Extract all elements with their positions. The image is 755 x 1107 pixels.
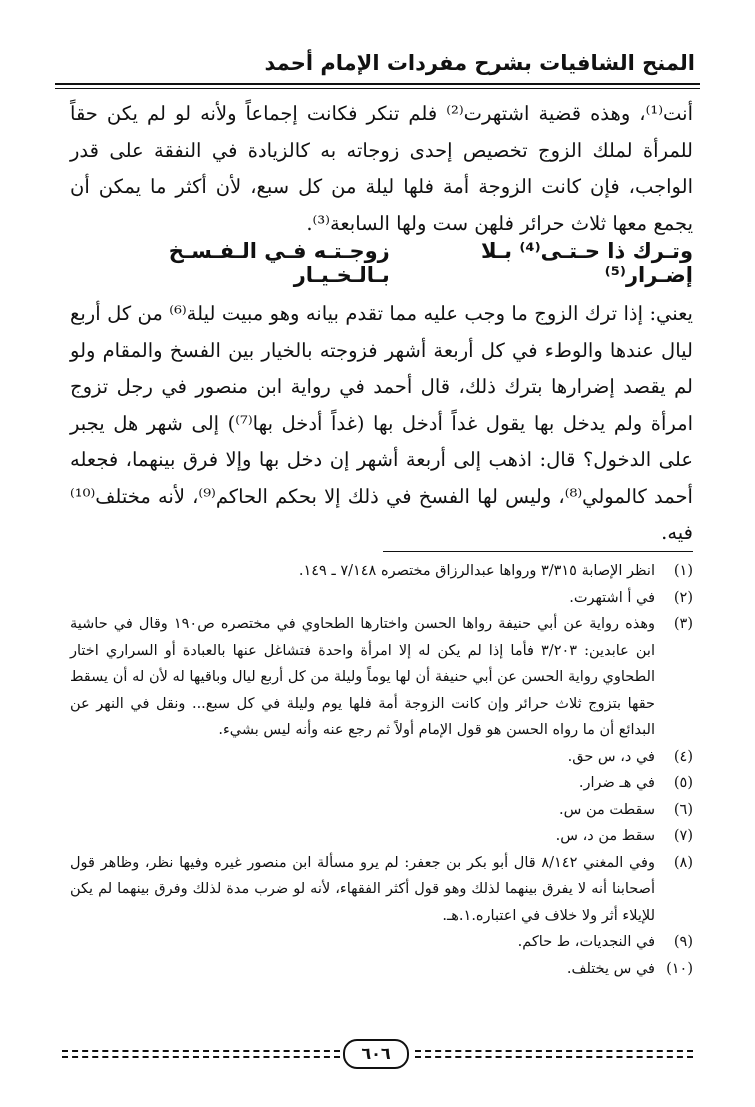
footnote	[70, 956, 693, 983]
running-header: المنح الشافيات بشرح مفردات الإمام أحمد	[264, 51, 695, 75]
body-paragraph-2	[70, 296, 693, 552]
footnote-separator	[383, 551, 693, 552]
footnote-text: وفي المغني ٨/١٤٢ قال أبو بكر بن جعفر: لم يرو مسألة ابن منصور غيره وفيها نظر، وظاهر قول أصحابنا أنه لا يفرق بينهما لذلك وهو قول أكثر الفقهاء، لأنه لو ضرب مدة لذلك وفرق بينهما لم يكن للإيلاء أثر ولا خلاف في اعتباره.١.هـ.	[70, 854, 655, 924]
verse-hemistich-right: وتـرك ذا حـتـى⁽⁴⁾ بـلا إضـرار⁽⁵⁾	[481, 239, 693, 287]
footnote-number: (٥)	[673, 775, 693, 791]
footnote	[70, 558, 693, 585]
header-rule-thin	[55, 88, 700, 89]
footnote	[70, 744, 693, 771]
verse-hemistich-left: زوجـتـه فـي الـفـسـخ بـالـخـيـار	[168, 239, 390, 287]
footnotes	[70, 558, 693, 982]
footnote	[70, 611, 693, 744]
footnote-number: (٦)	[673, 801, 693, 818]
footnote	[70, 585, 693, 612]
page-number: ٦٠٦	[343, 1039, 409, 1069]
paragraph-text: يعني: إذا ترك الزوج ما وجب عليه مما تقدم بيانه وهو مبيت ليلة⁽⁶⁾ من كل أربع ليال عندها والوطء في كل أربعة أشهر فزوجته بالخيار بين الفسخ والمقام ولو لم يقصد إضرارها بترك ذلك، قال أحمد في رواية ابن منصور في رجل تزوج امرأة ولم يدخل بها يقول غداً أدخل بها (غداً أدخل بها⁽⁷⁾) إلى شهر هل يجبر على الدخول؟ قال: اذهب إلى أربعة أشهر إن دخل بها وإلا فرق بينهما، فجعله أحمد كالمولي⁽⁸⁾، وليس لها الفسخ في ذلك إلا بحكم الحاكم⁽⁹⁾، لأنه مختلف⁽¹⁰⁾ فيه.	[70, 302, 693, 544]
footnote	[70, 850, 693, 930]
footnote-number: (٧)	[673, 828, 693, 844]
footer-dashed-rule	[415, 1050, 693, 1052]
footnote-number: (٣)	[673, 616, 693, 632]
body-paragraph-1	[70, 96, 693, 242]
footnote	[70, 823, 693, 850]
footnote-text: في النجديات، ط حاكم.	[517, 934, 655, 950]
verse-line	[70, 239, 693, 287]
footer-dashed-rule	[62, 1056, 340, 1058]
footnote	[70, 770, 693, 797]
footnote	[70, 797, 693, 824]
footnote-number: (٨)	[673, 854, 693, 871]
footnote-number: (٩)	[673, 934, 693, 950]
footnote-text: في هـ ضرار.	[578, 775, 655, 791]
footnote	[70, 929, 693, 956]
footer-dashed-rule	[415, 1056, 693, 1058]
paragraph-text: أنت⁽¹⁾، وهذه قضية اشتهرت⁽²⁾ فلم تنكر فكانت إجماعاً ولأنه لو لم يكن حقاً للمرأة لملك الزوج تخصيص إحدى زوجاته به كالزيادة في النفقة على قدر الواجب، فإن كانت الزوجة أمة فلها ليلة من كل سبع، لأن أكثر ما يمكن أن يجمع معها ثلاث حرائر فلهن ست ولها السابعة⁽³⁾.	[70, 102, 693, 235]
footnote-text: في أ اشتهرت.	[569, 589, 655, 606]
footnote-text: سقطت من س.	[559, 801, 655, 818]
footnote-number: (١٠)	[666, 960, 693, 977]
header-rule	[55, 83, 700, 85]
footnote-text: انظر الإصابة ٣/٣١٥ ورواها عبدالرزاق مختصره ٧/١٤٨ ـ ١٤٩.	[298, 563, 655, 579]
footer-dashed-rule	[62, 1050, 340, 1052]
footnote-number: (٢)	[673, 589, 693, 606]
footnote-text: سقط من د، س.	[555, 828, 655, 844]
footnote-text: في د، س حق.	[567, 748, 655, 765]
footnote-text: في س يختلف.	[566, 960, 655, 977]
footnote-number: (١)	[673, 563, 693, 579]
footnote-number: (٤)	[673, 748, 693, 765]
footnote-text: وهذه رواية عن أبي حنيفة رواها الحسن واختارها الطحاوي في مختصره ص١٩٠ وقال في حاشية ابن عابدين: ٣/٢٠٣ فأما إذا لم يكن له إلا امرأة واحدة فتشاغل عنها بالعبادة أو السراري اختار الطحاوي رواية الحسن عن أبي حنيفة أن لها يوماً وليلة من كل أربع ليال وباقيها له لأن له أن يسقط حقها بتزوج ثلاث حرائر وإن كانت الزوجة أمة فلها يوم وليلة في كل سبع... ونقل في النهر عن البدائع أن ما رواه الحسن هو قول الإمام أولاً ثم رجع عنه وأنه ليس بشيء.	[70, 616, 655, 738]
